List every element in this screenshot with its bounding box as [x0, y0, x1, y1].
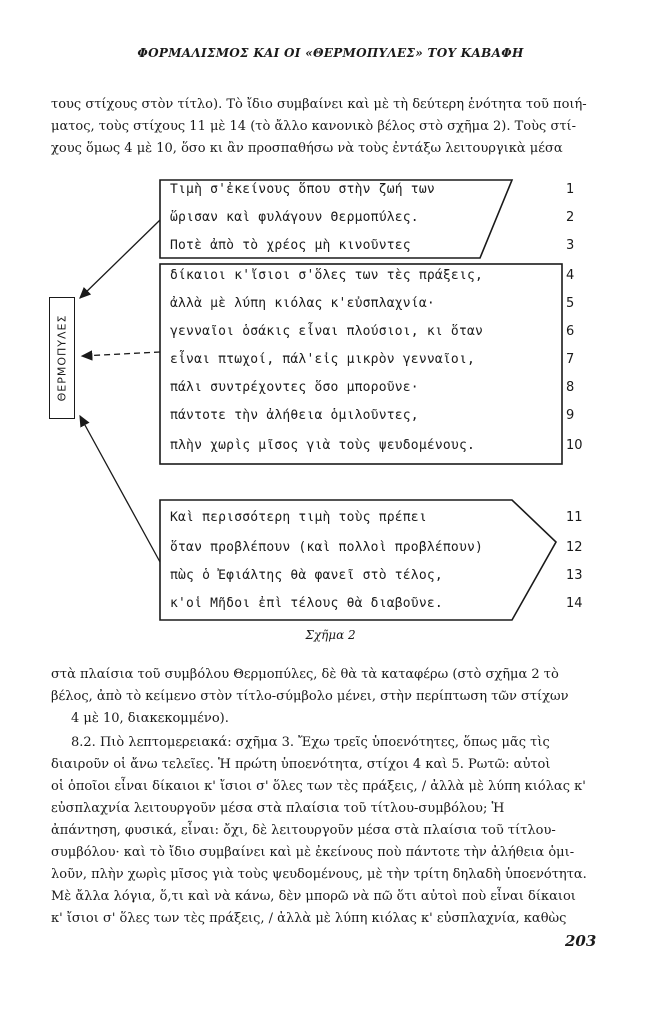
text-line: οἱ ὁποῖοι εἶναι δίκαιοι κ' ἴσιοι σ' ὅλες των τὲς πράξεις, / ἀλλὰ μὲ λύπη κιόλας κ': [51, 779, 586, 794]
text-line: λοῦν, πλὴν χωρὶς μῖσος γιὰ τοὺς ψευδομένους, μὲ τὴν τρίτη δηλαδὴ ὑποενότητα.: [51, 867, 587, 882]
line-number: 7: [566, 352, 575, 367]
verse-line: Καὶ περισσότερη τιμὴ τοὺς πρέπει: [170, 510, 427, 525]
line-number: 2: [566, 210, 575, 225]
text-line: τους στίχους στὸν τίτλο). Τὸ ἴδιο συμβαίνει καὶ μὲ τὴ δεύτερη ἑνότητα τοῦ ποιή-: [51, 97, 587, 112]
verse-line: ἀλλὰ μὲ λύπη κιόλας κ'εὐσπλαχνία·: [170, 296, 435, 311]
verse-line: πάντοτε τὴν ἀλήθεια ὁμιλοῦντες,: [170, 408, 419, 423]
line-number: 6: [566, 324, 575, 339]
text-line: συμβόλου· καὶ τὸ ἴδιο συμβαίνει καὶ μὲ ἐκείνους ποὺ πάντοτε τὴν ἀλήθεια ὁμι-: [51, 845, 575, 860]
text-line: Μὲ ἄλλα λόγια, ὅ,τι καὶ νὰ κάνω, δὲν μπορῶ νὰ πῶ ὅτι αὐτοὶ ποὺ εἶναι δίκαιοι: [51, 889, 576, 904]
text-line: κ' ἴσιοι σ' ὅλες των τὲς πράξεις, / ἀλλὰ μὲ λύπη κιόλας κ' εὐσπλαχνία, καθὼς: [51, 911, 567, 926]
line-number: 8: [566, 380, 575, 395]
verse-line: πάλι συντρέχοντες ὅσο μποροῦνε·: [170, 380, 419, 395]
page-number: 203: [565, 932, 597, 950]
line-number: 1: [566, 182, 575, 197]
line-number: 12: [566, 540, 583, 555]
verse-line: δίκαιοι κ'ἴσιοι σ'ὅλες των τὲς πράξεις,: [170, 268, 484, 283]
title-symbol-box: [49, 297, 75, 419]
text-line: διαιροῦν οἱ ἄνω τελεῖες. Ἡ πρώτη ὑποενότητα, στίχοι 4 καὶ 5. Ρωτῶ: αὐτοὶ: [51, 757, 551, 772]
line-number: 11: [566, 510, 583, 525]
text-line: 8.2. Πιὸ λεπτομερειακά: σχῆμα 3. Ἔχω τρεῖς ὑποενότητες, ὅπως μᾶς τὶς: [71, 735, 550, 750]
section-8-2-paragraph: [51, 732, 607, 930]
text-line: βέλος, ἀπὸ τὸ κείμενο στὸν τίτλο-σύμβολο μένει, στὴν περίπτωση τῶν στίχων: [51, 689, 569, 704]
running-head: ΦΟΡΜΑΛΙΣΜΟΣ ΚΑΙ ΟΙ «ΘΕΡΜΟΠΥΛΕΣ» ΤΟΥ ΚΑΒΑΦΗ: [137, 46, 524, 60]
text-line: 4 μὲ 10, διακεκομμένο).: [71, 711, 229, 726]
line-number: 10: [566, 438, 583, 453]
text-line: χους ὅμως 4 μὲ 10, ὅσο κι ἂν προσπαθήσω νὰ τοὺς ἐντάξω λειτουργικὰ μέσα: [51, 141, 563, 156]
verse-line: ὥρισαν καὶ φυλάγουν Θερμοπύλες.: [170, 210, 419, 225]
verse-line: ὅταν προβλέπουν (καὶ πολλοὶ προβλέπουν): [170, 540, 484, 555]
line-number: 9: [566, 408, 575, 423]
line-number: 5: [566, 296, 575, 311]
verse-line: Ποτὲ ἀπὸ τὸ χρέος μὴ κινοῦντες: [170, 238, 411, 253]
figure-2: [0, 170, 661, 650]
line-number: 3: [566, 238, 575, 253]
verse-line: Τιμὴ σ'ἐκείνους ὅπου στὴν ζωή των: [170, 182, 435, 197]
verse-line: εἶναι πτωχοί, πάλ'εἰς μικρὸν γενναῖοι,: [170, 352, 476, 367]
text-line: εὐσπλαχνία λειτουργοῦν μέσα στὰ πλαίσια τοῦ τίτλου-συμβόλου; Ἡ: [51, 801, 505, 816]
verse-line: πλὴν χωρὶς μῖσος γιὰ τοὺς ψευδομένους.: [170, 438, 476, 453]
title-symbol-label: ΘΕΡΜΟΠΥΛΕΣ: [55, 314, 69, 402]
text-line: στὰ πλαίσια τοῦ συμβόλου Θερμοπύλες, δὲ θὰ τὰ καταφέρω (στὸ σχῆμα 2 τὸ: [51, 667, 559, 682]
verse-line: κ'οἱ Μῆδοι ἐπὶ τέλους θὰ διαβοῦνε.: [170, 596, 443, 611]
text-line: ματος, τοὺς στίχους 11 μὲ 14 (τὸ ἄλλο κανονικὸ βέλος στὸ σχῆμα 2). Τοὺς στί-: [51, 119, 577, 134]
text-line: ἀπάντηση, φυσικά, εἶναι: ὄχι, δὲ λειτουργοῦν μέσα στὰ πλαίσια τοῦ τίτλου-: [51, 823, 556, 838]
line-number: 14: [566, 596, 583, 611]
intro-paragraph: [51, 94, 607, 160]
line-number: 4: [566, 268, 575, 283]
arrow-dashed-middle: [82, 352, 160, 356]
after-figure-paragraph: [51, 664, 607, 730]
arrow-solid-bottom: [80, 416, 160, 562]
arrow-solid-top: [80, 220, 160, 298]
verse-line: πὼς ὁ Ἐφιάλτης θὰ φανεῖ στὸ τέλος,: [170, 568, 443, 583]
figure-caption: Σχῆμα 2: [305, 628, 356, 642]
verse-line: γενναῖοι ὁσάκις εἶναι πλούσιοι, κι ὅταν: [170, 324, 484, 339]
line-number: 13: [566, 568, 583, 583]
